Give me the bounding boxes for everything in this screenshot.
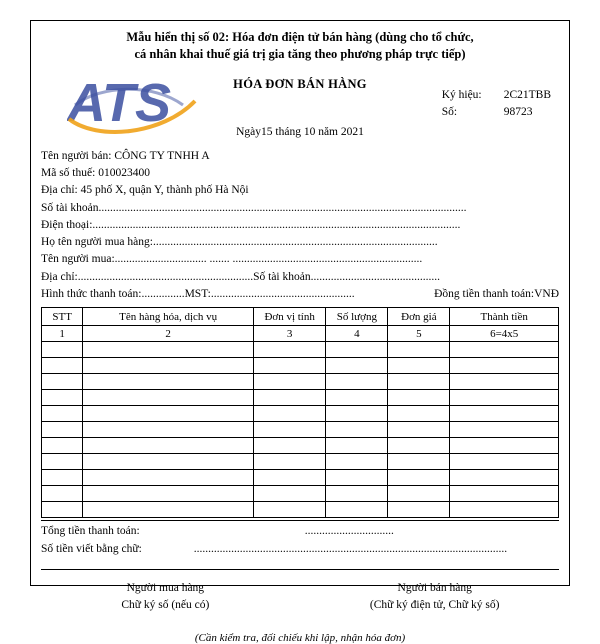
col-header-amount: Thành tiền xyxy=(450,308,559,326)
table-cell xyxy=(42,390,83,406)
table-cell xyxy=(388,342,450,358)
table-cell xyxy=(83,358,254,374)
table-row-numbering xyxy=(42,326,559,342)
table-row xyxy=(42,374,559,390)
footnote: (Cần kiểm tra, đối chiếu khi lập, nhận hóa đơn) xyxy=(194,632,406,644)
seller-account-label: Số tài khoản. xyxy=(41,201,102,214)
numbering-cell-3: 3 xyxy=(253,326,325,342)
buyer-name-label: Họ tên người mua hàng: xyxy=(41,236,153,248)
form-title xyxy=(47,29,553,63)
seller-address-value: 45 phố X, quận Y, thành phố Hà Nội xyxy=(80,184,249,197)
table-cell xyxy=(253,342,325,358)
table-cell xyxy=(83,438,254,454)
date-line: Ngày15 tháng 10 năm 2021 xyxy=(236,125,364,138)
table-cell xyxy=(326,438,388,454)
numbering-cell-4: 4 xyxy=(326,326,388,342)
table-cell xyxy=(326,374,388,390)
seller-phone-dots: ................................................................................................................................ xyxy=(92,218,461,231)
table-cell xyxy=(450,390,559,406)
table-cell xyxy=(42,438,83,454)
table-cell xyxy=(42,454,83,470)
table-row xyxy=(42,358,559,374)
table-cell xyxy=(450,502,559,518)
seller-signature-title: Người bán hàng xyxy=(397,581,472,594)
table-row xyxy=(42,454,559,470)
buyer-signature-block xyxy=(41,580,290,615)
table-row xyxy=(42,438,559,454)
numbering-cell-2: 2 xyxy=(83,326,254,342)
table-cell xyxy=(83,470,254,486)
buyer-signature-title: Người mua hàng xyxy=(126,581,205,594)
document-title: HÓA ĐƠN BÁN HÀNG xyxy=(233,76,367,91)
table-row xyxy=(42,342,559,358)
invoice-page xyxy=(30,20,570,644)
payment-left xyxy=(41,286,355,303)
mst-label: MST: xyxy=(184,287,211,300)
seller-address-label: Địa chỉ: xyxy=(41,184,78,197)
seller-name-line xyxy=(41,148,559,165)
table-cell xyxy=(388,390,450,406)
table-row xyxy=(42,406,559,422)
table-cell xyxy=(42,406,83,422)
seller-tax-value: 010023400 xyxy=(98,167,150,179)
table-header-row xyxy=(42,308,559,326)
purchaser-dots: ................................ ....... .................................................................. xyxy=(114,253,423,266)
table-cell xyxy=(253,470,325,486)
table-header xyxy=(42,308,559,326)
signature-area xyxy=(41,569,559,615)
table-cell xyxy=(42,502,83,518)
table-cell xyxy=(388,422,450,438)
number-row xyxy=(442,104,551,121)
buyer-address-dots: ............................................................. xyxy=(77,270,254,283)
table-cell xyxy=(450,454,559,470)
currency-value: VNĐ xyxy=(534,287,559,300)
buyer-name-line xyxy=(41,234,559,251)
symbol-row xyxy=(442,87,551,104)
symbol-label: Ký hiệu: xyxy=(441,89,482,101)
buyer-account-label: Số tài khoản. xyxy=(253,270,314,283)
buyer-account-dots: ............................................ xyxy=(313,270,440,283)
seller-tax-line xyxy=(41,165,559,182)
table-cell xyxy=(388,470,450,486)
table-cell xyxy=(450,358,559,374)
table-cell xyxy=(388,358,450,374)
numbering-cell-1: 1 xyxy=(42,326,83,342)
table-cell xyxy=(326,486,388,502)
table-cell xyxy=(42,422,83,438)
table-empty-rows xyxy=(42,342,559,518)
table-cell xyxy=(253,502,325,518)
numbering-cell-6: 6=4x5 xyxy=(450,326,559,342)
table-row xyxy=(42,486,559,502)
table-row xyxy=(42,502,559,518)
table-cell xyxy=(42,470,83,486)
table-cell xyxy=(450,486,559,502)
table-cell xyxy=(388,454,450,470)
table-row xyxy=(42,390,559,406)
table-cell xyxy=(450,438,559,454)
table-cell xyxy=(83,406,254,422)
currency-label: Đồng tiền thanh toán: xyxy=(434,287,535,300)
total-amount-row xyxy=(41,523,559,541)
invoice-inner xyxy=(31,21,569,644)
table-cell xyxy=(388,406,450,422)
table-cell xyxy=(253,374,325,390)
totals-section xyxy=(41,520,559,559)
col-header-unit-price: Đơn giá xyxy=(388,308,450,326)
col-header-description: Tên hàng hóa, dịch vụ xyxy=(83,308,254,326)
table-cell xyxy=(388,502,450,518)
mst-dots: .................................................. xyxy=(210,287,355,300)
seller-phone-line xyxy=(41,217,559,234)
table-cell xyxy=(450,374,559,390)
number-label: Số: xyxy=(441,105,458,118)
table-cell xyxy=(326,342,388,358)
table-cell xyxy=(326,422,388,438)
party-fields xyxy=(41,148,559,303)
payment-label: Hình thức thanh toán: xyxy=(41,287,142,300)
payment-dots: ............... xyxy=(141,287,185,300)
amount-in-words-dots: ............................................................................................................. xyxy=(193,542,508,555)
table-cell xyxy=(253,438,325,454)
table-cell xyxy=(83,374,254,390)
payment-right xyxy=(434,286,559,303)
svg-text:ATS: ATS xyxy=(67,75,171,133)
table-cell xyxy=(253,358,325,374)
seller-name-value: CÔNG TY TNHH A xyxy=(114,149,210,162)
table-cell xyxy=(450,406,559,422)
table-cell xyxy=(42,342,83,358)
amount-in-words-row xyxy=(41,541,559,559)
table-cell xyxy=(253,406,325,422)
table-row xyxy=(42,422,559,438)
table-cell xyxy=(83,390,254,406)
seller-account-line xyxy=(41,200,559,217)
table-cell xyxy=(253,422,325,438)
table-cell xyxy=(83,422,254,438)
seller-signature-sub: (Chữ ký điện tử, Chữ ký số) xyxy=(369,598,500,611)
col-header-quantity: Số lượng xyxy=(326,308,388,326)
buyer-name-dots: ................................................................................................... xyxy=(152,236,438,248)
table-row xyxy=(42,470,559,486)
buyer-address-line xyxy=(41,269,559,286)
table-cell xyxy=(326,406,388,422)
seller-address-line xyxy=(41,182,559,199)
table-cell xyxy=(83,486,254,502)
table-cell xyxy=(450,470,559,486)
table-cell xyxy=(326,502,388,518)
seller-signature-block xyxy=(310,580,559,615)
purchaser-label: Tên người mua: xyxy=(41,253,115,266)
seller-tax-label: Mã số thuế: xyxy=(41,167,96,179)
total-amount-dots: ............................... xyxy=(304,525,394,537)
line-items-table xyxy=(41,307,559,518)
table-cell xyxy=(388,374,450,390)
table-body xyxy=(42,326,559,342)
buyer-signature-sub: Chữ ký số (nếu có) xyxy=(121,598,210,611)
table-cell xyxy=(450,422,559,438)
buyer-address-label: Địa chỉ: xyxy=(41,270,78,283)
table-cell xyxy=(326,390,388,406)
total-amount-label: Tổng tiền thanh toán: xyxy=(41,525,140,537)
table-cell xyxy=(253,486,325,502)
seller-name-label: Tên người bán: xyxy=(41,149,112,162)
amount-in-words-label: Số tiền viết bằng chữ: xyxy=(41,542,142,555)
number-value: 98723 xyxy=(503,105,533,118)
form-title-line1: Mẫu hiển thị số 02: Hóa đơn điện tử bán hàng (dùng cho tổ chức, xyxy=(126,30,474,44)
table-cell xyxy=(42,486,83,502)
table-cell xyxy=(326,454,388,470)
invoice-identifiers xyxy=(442,87,551,120)
table-cell xyxy=(326,470,388,486)
table-cell xyxy=(83,342,254,358)
table-cell xyxy=(450,342,559,358)
table-cell xyxy=(253,454,325,470)
form-title-line2: cá nhân khai thuế giá trị gia tăng theo phương pháp trực tiếp) xyxy=(134,46,466,61)
table-cell xyxy=(83,502,254,518)
table-cell xyxy=(83,454,254,470)
purchaser-line xyxy=(41,251,559,268)
seller-account-dots: ............................................................................................................................... xyxy=(101,201,467,214)
payment-line xyxy=(41,286,559,303)
table-cell xyxy=(42,374,83,390)
table-cell xyxy=(42,358,83,374)
numbering-cell-5: 5 xyxy=(388,326,450,342)
table-cell xyxy=(326,358,388,374)
col-header-stt: STT xyxy=(42,308,83,326)
table-cell xyxy=(388,438,450,454)
table-cell xyxy=(253,390,325,406)
symbol-value: 2C21TBB xyxy=(503,89,551,101)
table-cell xyxy=(388,486,450,502)
seller-phone-label: Điện thoại: xyxy=(41,218,93,231)
col-header-unit: Đơn vị tính xyxy=(253,308,325,326)
